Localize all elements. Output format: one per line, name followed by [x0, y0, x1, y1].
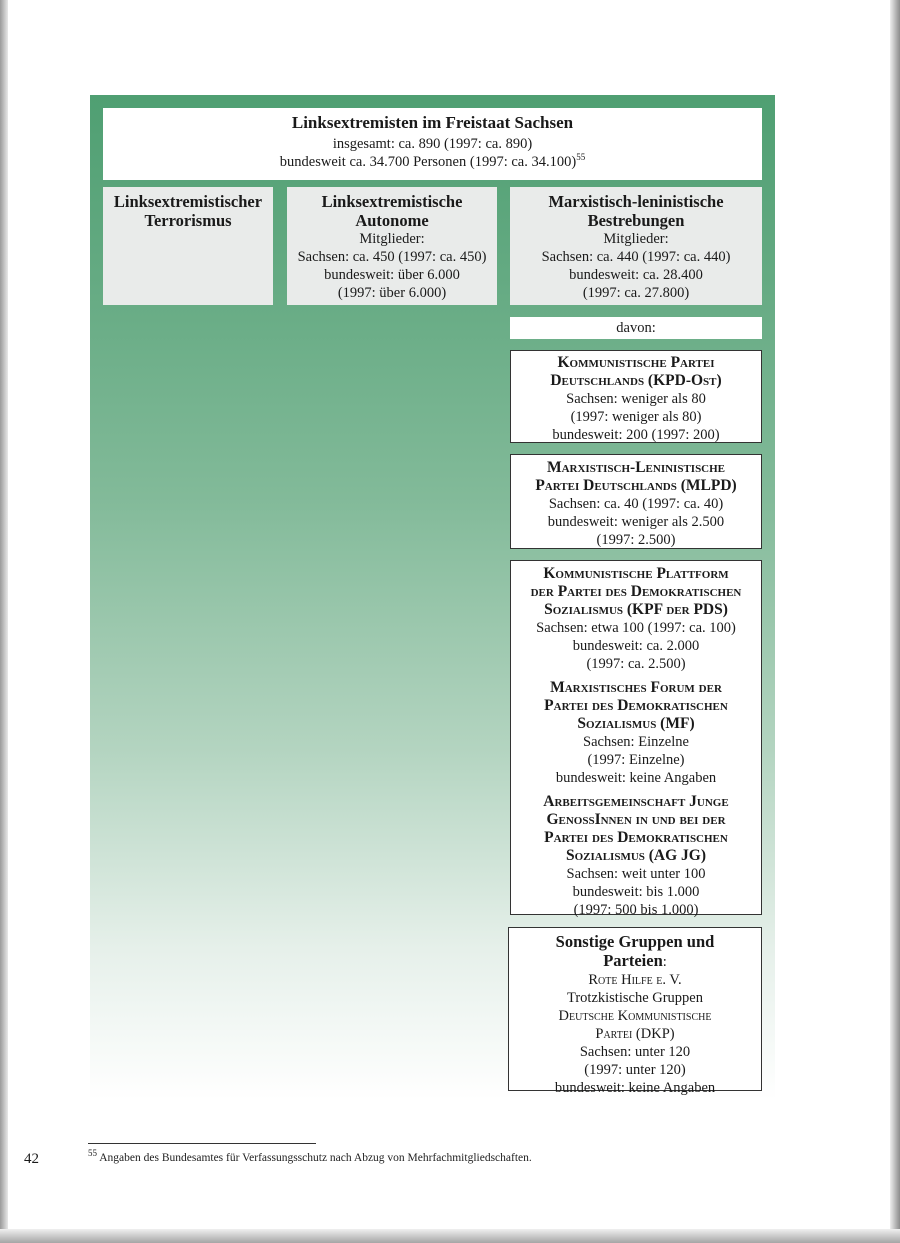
- sonstige-line: Sachsen: unter 120: [579, 1044, 691, 1060]
- footnote-reference: 55: [576, 152, 586, 163]
- autonome-line: Sachsen: ca. 450 (1997: ca. 450): [297, 249, 487, 265]
- mlpd-line: (1997: 2.500): [596, 532, 676, 548]
- dkp-abbr: (DKP): [632, 1026, 675, 1042]
- kpf-title-1: Kommunistische Plattform: [543, 565, 729, 582]
- kpd-title-1: Kommunistische Partei: [557, 354, 715, 371]
- header-bundesweit: [103, 153, 762, 171]
- kpf-title-3: Sozialismus (KPF der PDS): [544, 601, 728, 618]
- davon-box: [510, 317, 762, 339]
- autonome-line: (1997: über 6.000): [337, 285, 447, 301]
- ml-line: (1997: ca. 27.800): [582, 285, 690, 301]
- mf-line: Sachsen: Einzelne: [583, 734, 689, 750]
- agjg-title-4: Sozialismus (AG JG): [565, 847, 707, 864]
- agjg-title-3: Partei des Demokratischen: [544, 829, 728, 846]
- mf-title-1: Marxistisches Forum der: [550, 679, 722, 696]
- header-box: [103, 108, 762, 180]
- autonome-line: bundesweit: über 6.000: [324, 267, 460, 283]
- ml-line: Mitglieder:: [603, 231, 669, 247]
- mlpd-title-1: Marxistisch-Leninistische: [546, 459, 726, 476]
- kpd-ost-box: [510, 350, 762, 443]
- mf-title-3: Sozialismus (MF): [577, 715, 695, 732]
- kpf-line: Sachsen: etwa 100 (1997: ca. 100): [536, 620, 736, 636]
- page-edge-bottom: [0, 1229, 900, 1243]
- chart-title: Linksextremisten im Freistaat Sachsen: [291, 113, 574, 132]
- header-total: insgesamt: ca. 890 (1997: ca. 890): [332, 136, 533, 152]
- agjg-line: Sachsen: weit unter 100: [566, 866, 706, 882]
- kpd-line: bundesweit: 200 (1997: 200): [552, 427, 720, 443]
- mlpd-box: [510, 454, 762, 549]
- mlpd-line: bundesweit: weniger als 2.500: [547, 514, 725, 530]
- ml-line: Sachsen: ca. 440 (1997: ca. 440): [541, 249, 731, 265]
- footnote-number: 55: [88, 1148, 97, 1159]
- agjg-line: (1997: 500 bis 1.000): [573, 902, 699, 918]
- autonome-box: [287, 187, 497, 305]
- dkp-name-1: Deutsche Kommunistische: [558, 1008, 712, 1024]
- agjg-title-2: GenossInnen in und bei der: [546, 811, 726, 828]
- sonstige-line: bundesweit: keine Angaben: [554, 1080, 716, 1096]
- mlpd-line: Sachsen: ca. 40 (1997: ca. 40): [548, 496, 724, 512]
- autonome-line: Mitglieder:: [359, 231, 425, 247]
- ml-title-1: Marxistisch-leninistische: [548, 192, 724, 211]
- sonstige-box: [508, 927, 762, 1096]
- footnote-divider: [88, 1143, 316, 1144]
- kpf-line: (1997: ca. 2.500): [586, 656, 686, 672]
- mf-line: (1997: Einzelne): [587, 752, 685, 768]
- sonstige-colon: :: [662, 954, 667, 970]
- kpd-line: (1997: weniger als 80): [570, 409, 702, 425]
- page-edge-left: [0, 0, 8, 1243]
- sonstige-line: (1997: unter 120): [584, 1062, 686, 1078]
- footnote-text: Angaben des Bundesamtes für Verfassungsschutz nach Abzug von Mehrfachmitgliedschaften.: [97, 1152, 532, 1164]
- trotzkisten: Trotzkistische Gruppen: [567, 990, 703, 1006]
- sonstige-title-2-wrap: [509, 951, 761, 971]
- kpd-title-2: Deutschlands (KPD-Ost): [550, 372, 722, 389]
- mlpd-title-2: Partei Deutschlands (MLPD): [535, 477, 737, 494]
- kpf-title-2: der Partei des Demokratischen: [530, 583, 742, 600]
- terrorismus-title-1: Linksextremistischer: [113, 192, 263, 211]
- sonstige-title-1: Sonstige Gruppen und: [555, 932, 715, 951]
- page-edge-right: [890, 0, 900, 1243]
- ml-bestrebungen-box: [510, 187, 762, 305]
- autonome-title-2: Autonome: [355, 211, 429, 230]
- terrorismus-box: [103, 187, 273, 305]
- dkp-name-2-wrap: [509, 1025, 761, 1043]
- mf-line: bundesweit: keine Angaben: [555, 770, 717, 786]
- ml-title-2: Bestrebungen: [587, 211, 685, 230]
- kpd-line: Sachsen: weniger als 80: [566, 391, 706, 407]
- footnote: [88, 1148, 532, 1164]
- agjg-title-1: Arbeitsgemeinschaft Junge: [543, 793, 729, 810]
- autonome-title-1: Linksextremistische: [321, 192, 463, 211]
- pds-groups-box: [510, 560, 762, 918]
- davon-label: davon:: [616, 320, 656, 336]
- dkp-name-2: Partei: [595, 1026, 633, 1042]
- ml-line: bundesweit: ca. 28.400: [569, 267, 703, 283]
- terrorismus-title-2: Terrorismus: [144, 211, 232, 230]
- rote-hilfe: Rote Hilfe e. V.: [588, 972, 682, 988]
- header-bundesweit-text: bundesweit ca. 34.700 Personen (1997: ca. 34.100): [279, 154, 577, 170]
- page-number: 42: [24, 1151, 39, 1167]
- mf-title-2: Partei des Demokratischen: [544, 697, 728, 714]
- kpf-line: bundesweit: ca. 2.000: [572, 638, 700, 654]
- sonstige-title-2: Parteien: [603, 951, 663, 970]
- agjg-line: bundesweit: bis 1.000: [572, 884, 700, 900]
